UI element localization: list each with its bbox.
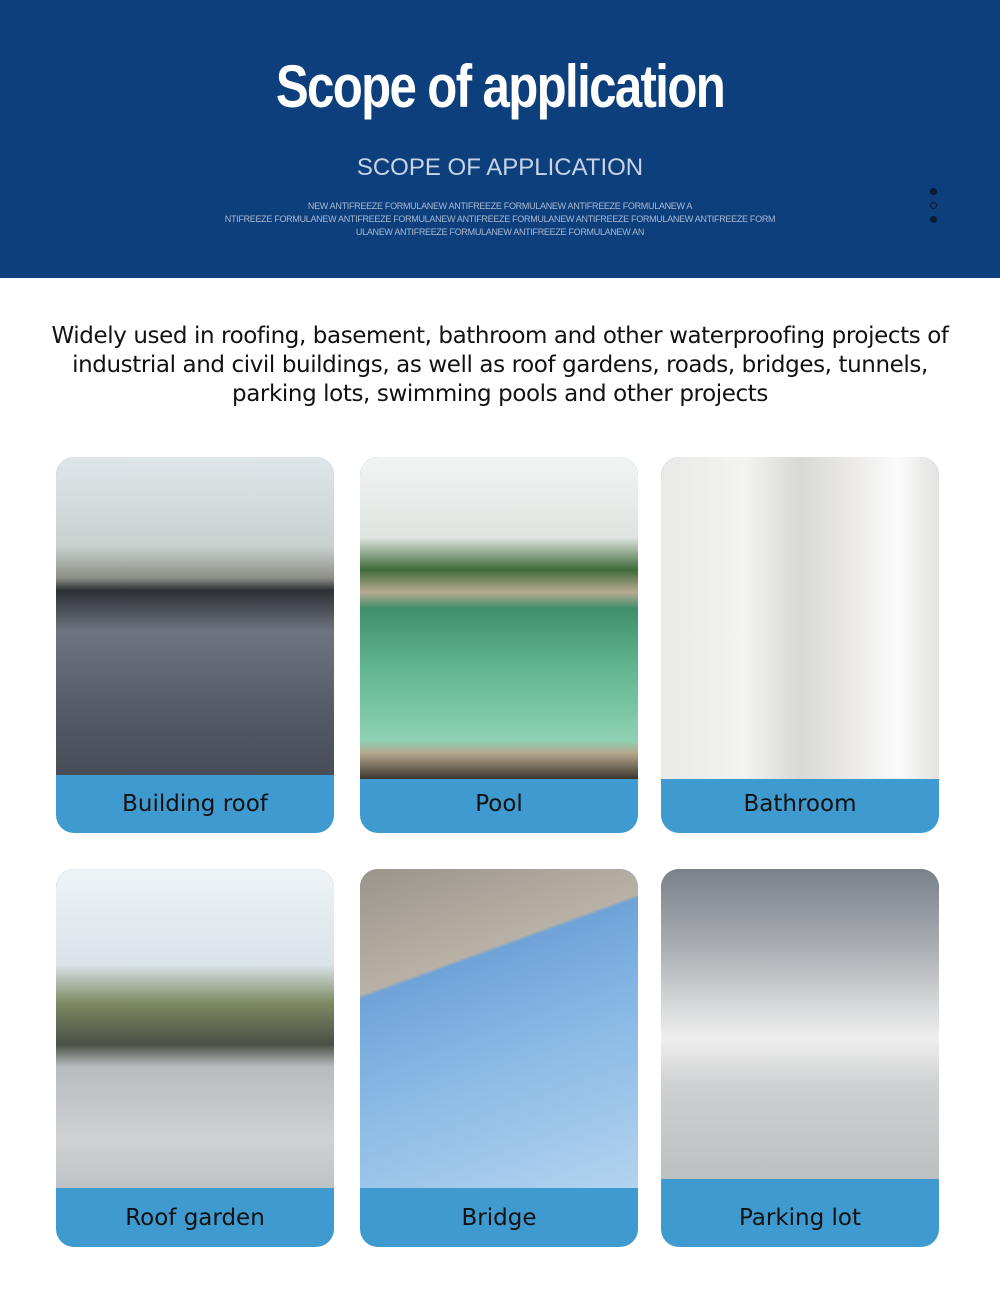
pool-photo xyxy=(360,457,638,779)
card-bathroom xyxy=(661,457,939,833)
header-banner xyxy=(0,0,1000,278)
bridge-photo xyxy=(360,869,638,1188)
roof-garden-photo xyxy=(56,869,334,1188)
fine-print xyxy=(190,200,810,239)
decorative-dots xyxy=(930,188,938,230)
page-subtitle: SCOPE OF APPLICATION xyxy=(356,154,644,181)
card-label: Bridge xyxy=(461,1205,537,1231)
card-pool xyxy=(360,457,638,833)
card-label: Pool xyxy=(475,791,523,817)
card-label: Roof garden xyxy=(125,1205,265,1231)
bathroom-photo xyxy=(661,457,939,779)
dot-icon xyxy=(930,188,937,195)
card-parking-lot xyxy=(661,869,939,1247)
building-roof-photo xyxy=(56,457,334,775)
fine-line: NEW ANTIFREEZE FORMULANEW ANTIFREEZE FORMULANEW ANTIFREEZE FORMULANEW A xyxy=(307,201,693,211)
fine-line: NTIFREEZE FORMULANEW ANTIFREEZE FORMULANEW ANTIFREEZE FORMULANEW ANTIFREEZE FORMULANEW ANTIFREEZE FORM xyxy=(224,214,776,224)
card-label: Bathroom xyxy=(743,791,857,817)
card-roof-garden xyxy=(56,869,334,1247)
card-label: Parking lot xyxy=(738,1205,862,1231)
card-bridge xyxy=(360,869,638,1247)
card-label: Building roof xyxy=(122,791,268,817)
fine-line: ULANEW ANTIFREEZE FORMULANEW ANTIFREEZE FORMULANEW AN xyxy=(355,227,645,237)
dot-icon xyxy=(930,216,937,223)
dot-outline-icon xyxy=(930,202,937,209)
card-building-roof xyxy=(56,457,334,833)
parking-lot-photo xyxy=(661,869,939,1179)
description: Widely used in roofing, basement, bathroom and other waterproofing projects of industrial and civil buildings, as well as roof gardens, roads, bridges, tunnels, parking lots, swimming pools and other projects xyxy=(51,323,949,407)
page-title: Scope of application xyxy=(275,53,725,120)
